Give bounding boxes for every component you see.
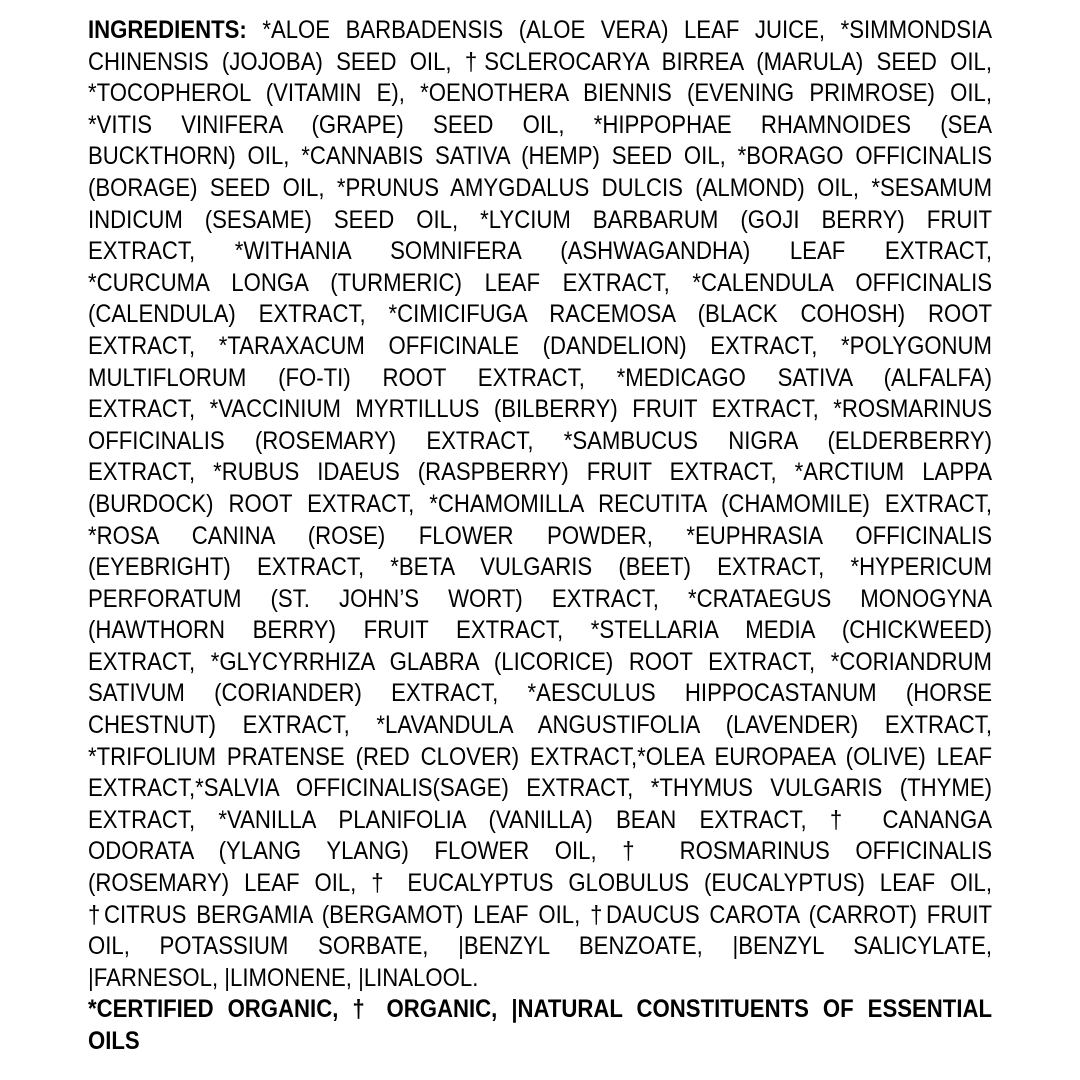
ingredients-line: BUCKTHORN) OIL, *CANNABIS SATIVA (HEMP) SEED OIL, *BORAGO OFFICINALIS	[88, 142, 993, 171]
ingredients-line: EXTRACT, *VANILLA PLANIFOLIA (VANILLA) BEAN EXTRACT, † CANANGA	[88, 805, 993, 834]
ingredients-line: ODORATA (YLANG YLANG) FLOWER OIL, † ROSMARINUS OFFICINALIS	[88, 837, 993, 866]
ingredients-line: CHINENSIS (JOJOBA) SEED OIL, †SCLEROCARYA BIRREA (MARULA) SEED OIL,	[88, 47, 993, 76]
ingredients-line: MULTIFLORUM (FO-TI) ROOT EXTRACT, *MEDICAGO SATIVA (ALFALFA)	[88, 363, 993, 392]
ingredients-line: |FARNESOL, |LIMONENE, |LINALOOL.	[88, 963, 479, 992]
ingredients-line: (CALENDULA) EXTRACT, *CIMICIFUGA RACEMOSA (BLACK COHOSH) ROOT	[88, 300, 993, 329]
ingredients-line: *CURCUMA LONGA (TURMERIC) LEAF EXTRACT, *CALENDULA OFFICINALIS	[88, 268, 993, 297]
ingredients-line: PERFORATUM (ST. JOHN’S WORT) EXTRACT, *CRATAEGUS MONOGYNA	[88, 584, 993, 613]
ingredients-line: (EYEBRIGHT) EXTRACT, *BETA VULGARIS (BEET) EXTRACT, *HYPERICUM	[88, 553, 993, 582]
ingredients-line: *TOCOPHEROL (VITAMIN E), *OENOTHERA BIENNIS (EVENING PRIMROSE) OIL,	[88, 79, 993, 108]
ingredients-line: EXTRACT, *TARAXACUM OFFICINALE (DANDELION) EXTRACT, *POLYGONUM	[88, 331, 993, 360]
ingredients-line: INDICUM (SESAME) SEED OIL, *LYCIUM BARBARUM (GOJI BERRY) FRUIT	[88, 205, 993, 234]
ingredients-line: EXTRACT,*SALVIA OFFICINALIS(SAGE) EXTRACT, *THYMUS VULGARIS (THYME)	[88, 774, 993, 803]
ingredients-line: (BURDOCK) ROOT EXTRACT, *CHAMOMILLA RECUTITA (CHAMOMILE) EXTRACT,	[88, 489, 993, 518]
ingredients-line: (ROSEMARY) LEAF OIL, † EUCALYPTUS GLOBULUS (EUCALYPTUS) LEAF OIL,	[88, 869, 993, 898]
ingredients-line: CHESTNUT) EXTRACT, *LAVANDULA ANGUSTIFOLIA (LAVENDER) EXTRACT,	[88, 711, 993, 740]
ingredients-line: †CITRUS BERGAMIA (BERGAMOT) LEAF OIL, †DAUCUS CAROTA (CARROT) FRUIT	[88, 900, 993, 929]
ingredients-text-block	[88, 15, 992, 1058]
ingredients-line: *TRIFOLIUM PRATENSE (RED CLOVER) EXTRACT,*OLEA EUROPAEA (OLIVE) LEAF	[88, 742, 993, 771]
ingredients-heading: INGREDIENTS:	[88, 16, 247, 44]
ingredients-line: EXTRACT, *RUBUS IDAEUS (RASPBERRY) FRUIT EXTRACT, *ARCTIUM LAPPA	[88, 458, 993, 487]
ingredients-line: (HAWTHORN BERRY) FRUIT EXTRACT, *STELLARIA MEDIA (CHICKWEED)	[88, 616, 993, 645]
ingredients-line: SATIVUM (CORIANDER) EXTRACT, *AESCULUS HIPPOCASTANUM (HORSE	[88, 679, 993, 708]
ingredients-line: EXTRACT, *WITHANIA SOMNIFERA (ASHWAGANDHA) LEAF EXTRACT,	[88, 237, 993, 266]
footnote-line: *CERTIFIED ORGANIC, † ORGANIC, |NATURAL CONSTITUENTS OF ESSENTIAL	[88, 995, 993, 1024]
ingredients-line: (BORAGE) SEED OIL, *PRUNUS AMYGDALUS DULCIS (ALMOND) OIL, *SESAMUM	[88, 173, 993, 202]
ingredients-line: OIL, POTASSIUM SORBATE, |BENZYL BENZOATE, |BENZYL SALICYLATE,	[88, 932, 993, 961]
ingredients-line: EXTRACT, *VACCINIUM MYRTILLUS (BILBERRY) FRUIT EXTRACT, *ROSMARINUS	[88, 395, 993, 424]
ingredients-line: INGREDIENTS: *ALOE BARBADENSIS (ALOE VERA) LEAF JUICE, *SIMMONDSIA	[88, 16, 993, 44]
footnote-line: OILS	[88, 1027, 140, 1055]
ingredients-line: *VITIS VINIFERA (GRAPE) SEED OIL, *HIPPOPHAE RHAMNOIDES (SEA	[88, 110, 993, 139]
ingredients-line: *ROSA CANINA (ROSE) FLOWER POWDER, *EUPHRASIA OFFICINALIS	[88, 521, 993, 550]
ingredients-line: EXTRACT, *GLYCYRRHIZA GLABRA (LICORICE) ROOT EXTRACT, *CORIANDRUM	[88, 647, 993, 676]
ingredients-line: OFFICINALIS (ROSEMARY) EXTRACT, *SAMBUCUS NIGRA (ELDERBERRY)	[88, 426, 993, 455]
